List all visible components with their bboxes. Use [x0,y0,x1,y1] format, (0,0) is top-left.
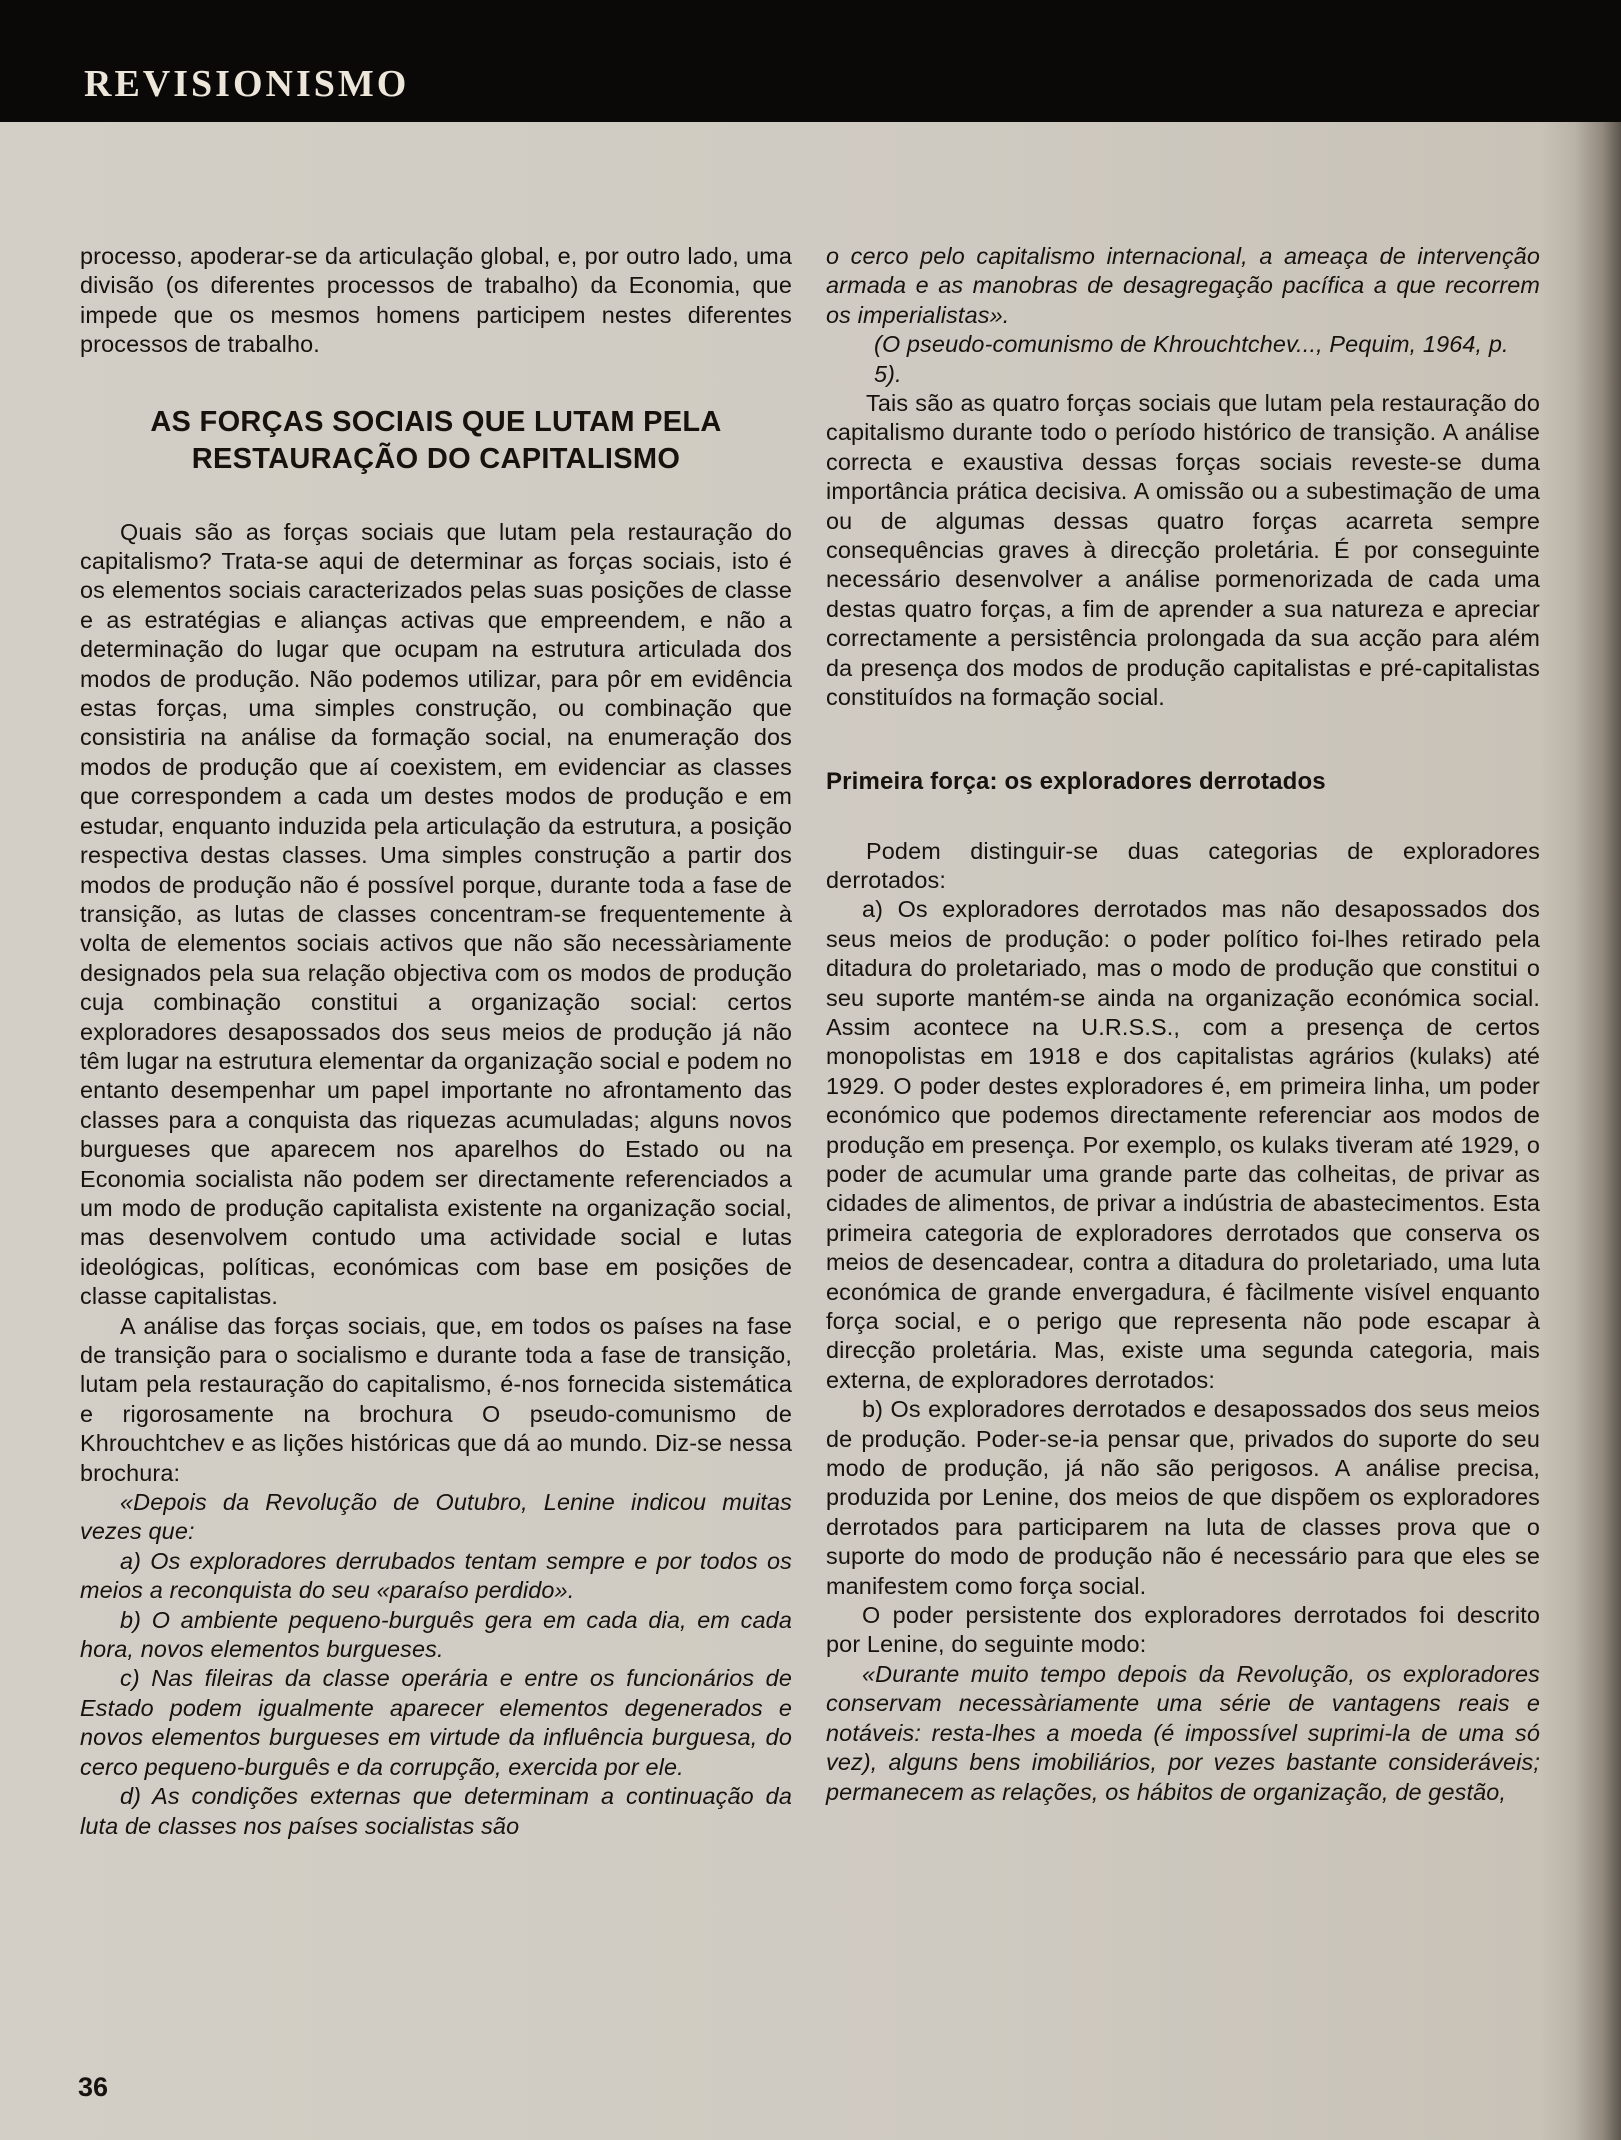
subheading: Primeira força: os exploradores derrotados [826,767,1326,795]
paragraph: Tais são as quatro forças sociais que lutam pela restauração do capitalismo durante todo o período histórico de transição. A análise correcta e exaustiva dessas forças sociais reveste-se duma importância prática decisiva. A omissão ou a subestimação de uma ou de algumas dessas quatro forças acarreta sempre consequências graves à direcção proletária. É por conseguinte necessário desenvolver a análise pormenorizada de cada uma destas quatro forças, a fim de aprender a sua natureza e apreciar correctamente a persistência prolongada da sua acção para além da presença dos modos de produção capitalistas e pré-capitalistas constituídos na formação social. [826,390,1540,711]
quotation-source: (O pseudo-comunismo de Khrouchtchev..., Pequim, 1964, p. 5). [874,331,1509,387]
paragraph-item-b: b) Os exploradores derrotados e desapossados dos seus meios de produção. Poder-se-ia pensar que, privados do suporte do seu modo de produção, já não são perigosos. A análise precisa, produzida por Lenine, dos meios de que dispõem os exploradores derrotados para participarem na luta de classes prova que o suporte do modo de produção não é necessário para que eles se manifestem como força social. [826,1396,1540,1599]
quotation-item-b: b) O ambiente pequeno-burguês gera em cada dia, em cada hora, novos elementos burgueses. [80,1606,792,1663]
section-heading: AS FORÇAS SOCIAIS QUE LUTAM PELA RESTAURAÇÃO DO CAPITALISMO [150,405,722,475]
quotation: «Durante muito tempo depois da Revolução, os exploradores conservam necessàriamente uma série de vantagens reais e notáveis: resta-lhes a moeda (é impossível suprimi-la de uma só vez), alguns bens imobiliários, por vezes bastante consideráveis; permanecem as relações, os hábitos de organização, de gestão, [826,1660,1540,1805]
paragraph: A análise das forças sociais, que, em todos os países na fase de transição para o socialismo e durante toda a fase de transição, lutam pela restauração do capitalismo, é-nos fornecida sistemática e rigorosamente na brochura O pseudo-comunismo de Khrouchtchev e as lições históricas que dá ao mundo. Diz-se nessa brochura: [80,1312,792,1486]
left-column [80,242,792,1841]
quotation-continued: o cerco pelo capitalismo internacional, a ameaça de intervenção armada e as manobras de desagregação pacífica a que recorrem os imperialistas». [826,243,1540,328]
right-column [826,242,1540,1807]
quotation: «Depois da Revolução de Outubro, Lenine indicou muitas vezes que: [80,1489,792,1545]
paragraph: processo, apoderar-se da articulação global, e, por outro lado, uma divisão (os diferentes processos de trabalho) da Economia, que impede que os mesmos homens participem nestes diferentes processos de trabalho. [80,243,792,358]
paragraph-item-a: a) Os exploradores derrotados mas não desapossados dos seus meios de produção: o poder político foi-lhes retirado pela ditadura do proletariado, mas o modo de produção que constitui o seu suporte mantém-se ainda na organização económica social. Assim acontece na U.R.S.S., com a presença de certos monopolistas em 1918 e dos capitalistas agrários (kulaks) até 1929. O poder destes exploradores é, em primeira linha, um poder económico que podemos directamente referenciar aos modos de produção em presença. Por exemplo, os kulaks tiveram até 1929, o poder de acumular uma grande parte das colheitas, de privar as cidades de alimentos, de privar a indústria de abastecimentos. Esta primeira categoria de exploradores derrotados que conserva os meios de desencadear, contra a ditadura do proletariado, uma luta económica de grande envergadura, é fàcilmente visível enquanto força social, e o perigo que representa não pode escapar à direcção proletária. Mas, existe uma segunda categoria, mais externa, de exploradores derrotados: [826,896,1540,1393]
paragraph: Quais são as forças sociais que lutam pela restauração do capitalismo? Trata-se aqui de determinar as forças sociais, isto é os elementos sociais caracterizados pelas suas posições de classe e as estratégias e alianças activas que empreendem, e não a determinação do lugar que ocupam na estrutura articulada dos modos de produção. Não podemos utilizar, para pôr em evidência estas forças, uma simples construção, ou combinação que consistiria na análise da formação social, na enumeração dos modos de produção que aí coexistem, em evidenciar as classes que correspondem a cada um destes modos de produção e em estudar, enquanto induzida pela articulação da estrutura, a posição respectiva destas classes. Uma simples construção a partir dos modos de produção não é possível porque, durante toda a fase de transição, as lutas de classes concentram-se frequentemente à volta de elementos sociais activos que não são necessàriamente designados pela sua relação objectiva com os modos de produção cuja combinação constitui a organização social: certos exploradores desapossados dos seus meios de produção já não têm lugar na estrutura elementar da organização social e podem no entanto desempenhar um papel importante no afrontamento das classes para a conquista das riquezas acumuladas; alguns novos burgueses que aparecem nos aparelhos do Estado ou na Economia socialista não podem ser directamente referenciados a um modo de produção capitalista existente na organização social, mas desenvolvem contudo uma actividade social e lutas ideológicas, políticas, económicas com base em posições de classe capitalistas. [80,518,792,1310]
quotation-item-a: a) Os exploradores derrubados tentam sempre e por todos os meios a reconquista do seu «paraíso perdido». [80,1547,792,1604]
paragraph: O poder persistente dos exploradores derrotados foi descrito por Lenine, do seguinte modo: [826,1602,1540,1658]
page-edge-shadow [1575,122,1621,2140]
quotation-item-c: c) Nas fileiras da classe operária e entre os funcionários de Estado podem igualmente aparecer elementos degenerados e novos elementos burgueses em virtude da influência burguesa, do cerco pequeno-burguês e da corrupção, exercida por ele. [80,1665,792,1780]
quotation-item-d: d) As condições externas que determinam a continuação da luta de classes nos países socialistas são [80,1783,792,1839]
section-title: REVISIONISMO [84,63,410,105]
paragraph: Podem distinguir-se duas categorias de exploradores derrotados: [826,837,1540,893]
header-band [0,0,1621,122]
page-number: 36 [78,2072,109,2102]
